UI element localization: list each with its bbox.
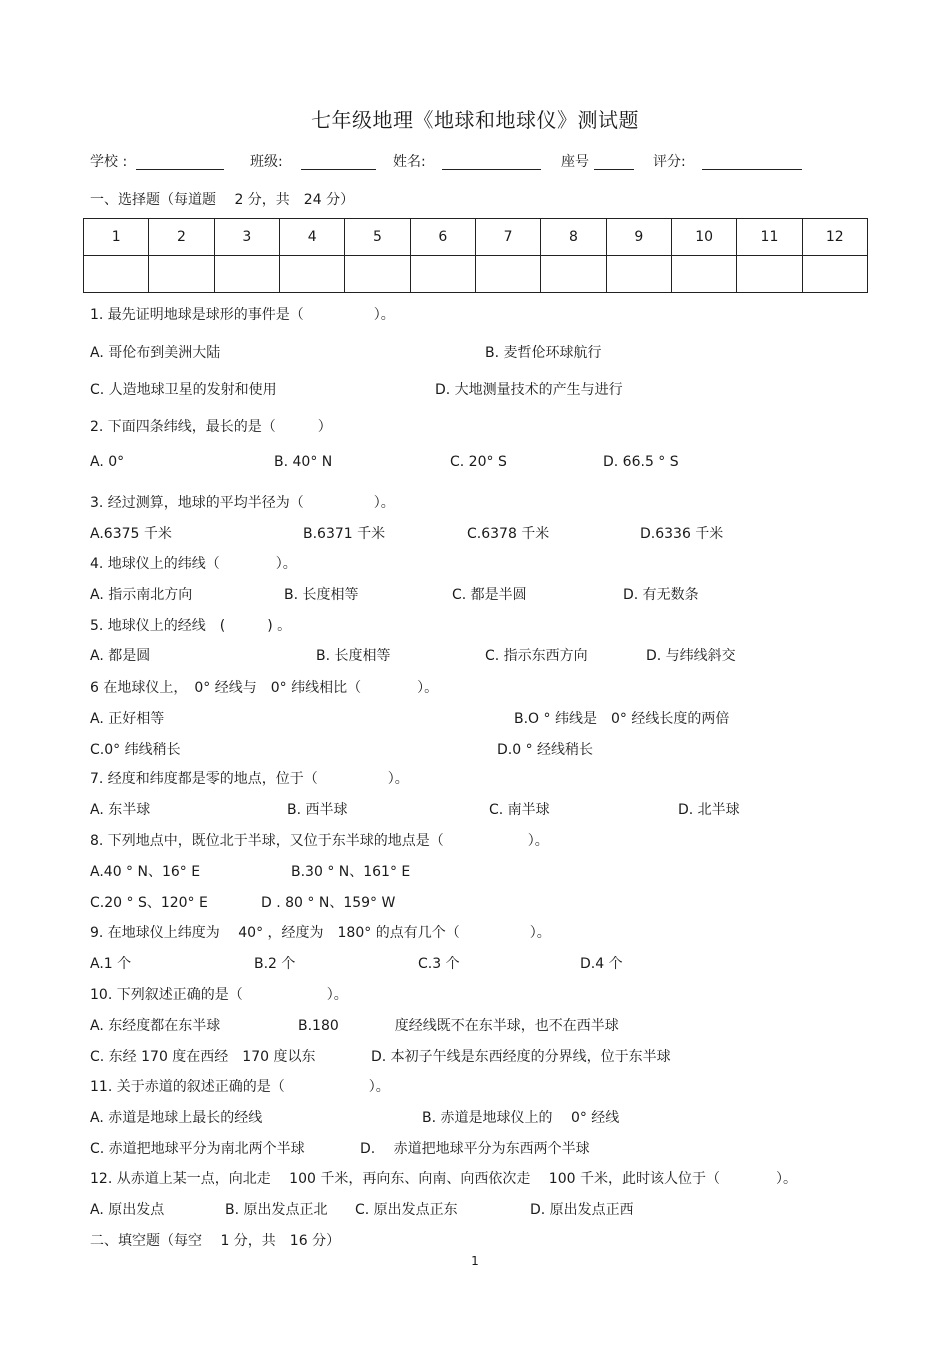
option-4b: B. 长度相等 <box>284 587 359 603</box>
option-2a: A. 0° <box>90 454 125 470</box>
school-field[interactable] <box>136 169 224 170</box>
question-2: 2. 下面四条纬线，最长的是（ ） <box>90 419 332 435</box>
answer-number-cell: 12 <box>802 219 867 256</box>
page-number: 1 <box>471 1254 479 1268</box>
answer-number-cell: 1 <box>84 219 149 256</box>
option-2d: D. 66.5 ° S <box>603 454 679 470</box>
answer-number-cell: 8 <box>541 219 606 256</box>
option-8a: A.40 ° N、16° E <box>90 864 201 880</box>
option-11c: C. 赤道把地球平分为南北两个半球 <box>90 1141 305 1157</box>
option-9b: B.2 个 <box>254 956 296 972</box>
option-7a: A. 东半球 <box>90 802 151 818</box>
answer-blank-cell[interactable] <box>84 256 149 293</box>
answer-number-cell: 5 <box>345 219 410 256</box>
class-field[interactable] <box>301 169 376 170</box>
option-1a: A. 哥伦布到美洲大陆 <box>90 345 221 361</box>
answer-blank-cell[interactable] <box>279 256 344 293</box>
option-7b: B. 西半球 <box>287 802 348 818</box>
question-8: 8. 下列地点中，既位北于半球，又位于东半球的地点是（ ）。 <box>90 833 549 849</box>
answer-table <box>83 218 868 293</box>
school-label: 学校 : <box>90 154 128 170</box>
option-10c: C. 东经 170 度在西经 170 度以东 <box>90 1049 316 1065</box>
question-3: 3. 经过测算，地球的平均半径为（ ）。 <box>90 495 395 511</box>
option-1c: C. 人造地球卫星的发射和使用 <box>90 382 277 398</box>
option-1d: D. 大地测量技术的产生与进行 <box>435 382 623 398</box>
option-6d: D.0 ° 经线稍长 <box>497 742 594 758</box>
question-1: 1. 最先证明地球是球形的事件是（ ）。 <box>90 307 395 323</box>
question-4: 4. 地球仪上的纬线（ ）。 <box>90 556 297 572</box>
option-2c: C. 20° S <box>450 454 507 470</box>
answer-number-cell: 7 <box>475 219 540 256</box>
answer-blank-cell[interactable] <box>802 256 867 293</box>
answer-blank-cell[interactable] <box>345 256 410 293</box>
option-12d: D. 原出发点正西 <box>530 1202 634 1218</box>
option-6a: A. 正好相等 <box>90 711 165 727</box>
answer-number-cell: 11 <box>737 219 802 256</box>
section-2-heading: 二、填空题（每空 1 分，共 16 分） <box>90 1233 341 1249</box>
option-3d: D.6336 千米 <box>640 526 724 542</box>
exam-title: 七年级地理《地球和地球仪》测试题 <box>311 108 639 132</box>
answer-blank-cell[interactable] <box>737 256 802 293</box>
answer-blank-cell[interactable] <box>541 256 606 293</box>
answer-number-cell: 10 <box>671 219 736 256</box>
question-11: 11. 关于赤道的叙述正确的是（ ）。 <box>90 1079 390 1095</box>
option-11d: D. 赤道把地球平分为东西两个半球 <box>360 1141 590 1157</box>
option-10a: A. 东经度都在东半球 <box>90 1018 221 1034</box>
option-4c: C. 都是半圆 <box>452 587 527 603</box>
answer-blank-cell[interactable] <box>671 256 736 293</box>
option-1b: B. 麦哲伦环球航行 <box>485 345 602 361</box>
option-8c: C.20 ° S、120° E <box>90 895 208 911</box>
answer-number-cell: 4 <box>279 219 344 256</box>
answer-blank-cell[interactable] <box>410 256 475 293</box>
score-field[interactable] <box>702 169 802 170</box>
option-10d: D. 本初子午线是东西经度的分界线，位于东半球 <box>371 1049 671 1065</box>
option-7d: D. 北半球 <box>678 802 740 818</box>
question-10: 10. 下列叙述正确的是（ ）。 <box>90 987 348 1003</box>
class-label: 班级: <box>250 154 283 170</box>
option-8b: B.30 ° N、161° E <box>291 864 411 880</box>
option-12c: C. 原出发点正东 <box>355 1202 458 1218</box>
option-5a: A. 都是圆 <box>90 648 151 664</box>
answer-number-cell: 6 <box>410 219 475 256</box>
question-12: 12. 从赤道上某一点，向北走 100 千米，再向东、向南、向西依次走 100 千米，此时该人位于（ ）。 <box>90 1171 797 1187</box>
answer-number-cell: 3 <box>214 219 279 256</box>
name-label: 姓名: <box>393 154 426 170</box>
score-label: 评分: <box>653 154 686 170</box>
answer-table-answer-row <box>84 256 868 293</box>
option-5b: B. 长度相等 <box>316 648 391 664</box>
answer-number-cell: 2 <box>149 219 214 256</box>
option-4d: D. 有无数条 <box>623 587 699 603</box>
answer-blank-cell[interactable] <box>149 256 214 293</box>
option-3a: A.6375 千米 <box>90 526 172 542</box>
question-9: 9. 在地球仪上纬度为 40° ，经度为 180° 的点有几个（ ）。 <box>90 925 551 941</box>
option-12b: B. 原出发点正北 <box>225 1202 328 1218</box>
answer-blank-cell[interactable] <box>606 256 671 293</box>
option-6c: C.0° 纬线稍长 <box>90 742 181 758</box>
seat-field[interactable] <box>594 169 634 170</box>
answer-blank-cell[interactable] <box>475 256 540 293</box>
option-11a: A. 赤道是地球上最长的经线 <box>90 1110 263 1126</box>
answer-blank-cell[interactable] <box>214 256 279 293</box>
option-5d: D. 与纬线斜交 <box>646 648 736 664</box>
answer-number-cell: 9 <box>606 219 671 256</box>
option-5c: C. 指示东西方向 <box>485 648 588 664</box>
question-5: 5. 地球仪上的经线 ( ) 。 <box>90 618 292 634</box>
option-4a: A. 指示南北方向 <box>90 587 193 603</box>
option-3c: C.6378 千米 <box>467 526 550 542</box>
option-9a: A.1 个 <box>90 956 132 972</box>
option-12a: A. 原出发点 <box>90 1202 165 1218</box>
option-3b: B.6371 千米 <box>303 526 386 542</box>
option-9c: C.3 个 <box>418 956 460 972</box>
option-7c: C. 南半球 <box>489 802 550 818</box>
option-9d: D.4 个 <box>580 956 623 972</box>
option-11b: B. 赤道是地球仪上的 0° 经线 <box>422 1110 620 1126</box>
question-6: 6 在地球仪上， 0° 经线与 0° 纬线相比（ ）。 <box>90 680 439 696</box>
name-field[interactable] <box>442 169 541 170</box>
option-10b: B.180 度经线既不在东半球，也不在西半球 <box>298 1018 619 1034</box>
question-7: 7. 经度和纬度都是零的地点，位于（ ）。 <box>90 771 409 787</box>
option-2b: B. 40° N <box>274 454 333 470</box>
option-8d: D . 80 ° N、159° W <box>261 895 396 911</box>
answer-table-header-row <box>84 219 868 256</box>
section-1-heading: 一、选择题（每道题 2 分，共 24 分） <box>90 192 355 208</box>
option-6b: B.O ° 纬线是 0° 经线长度的两倍 <box>514 711 730 727</box>
seat-label: 座号 <box>561 154 589 170</box>
